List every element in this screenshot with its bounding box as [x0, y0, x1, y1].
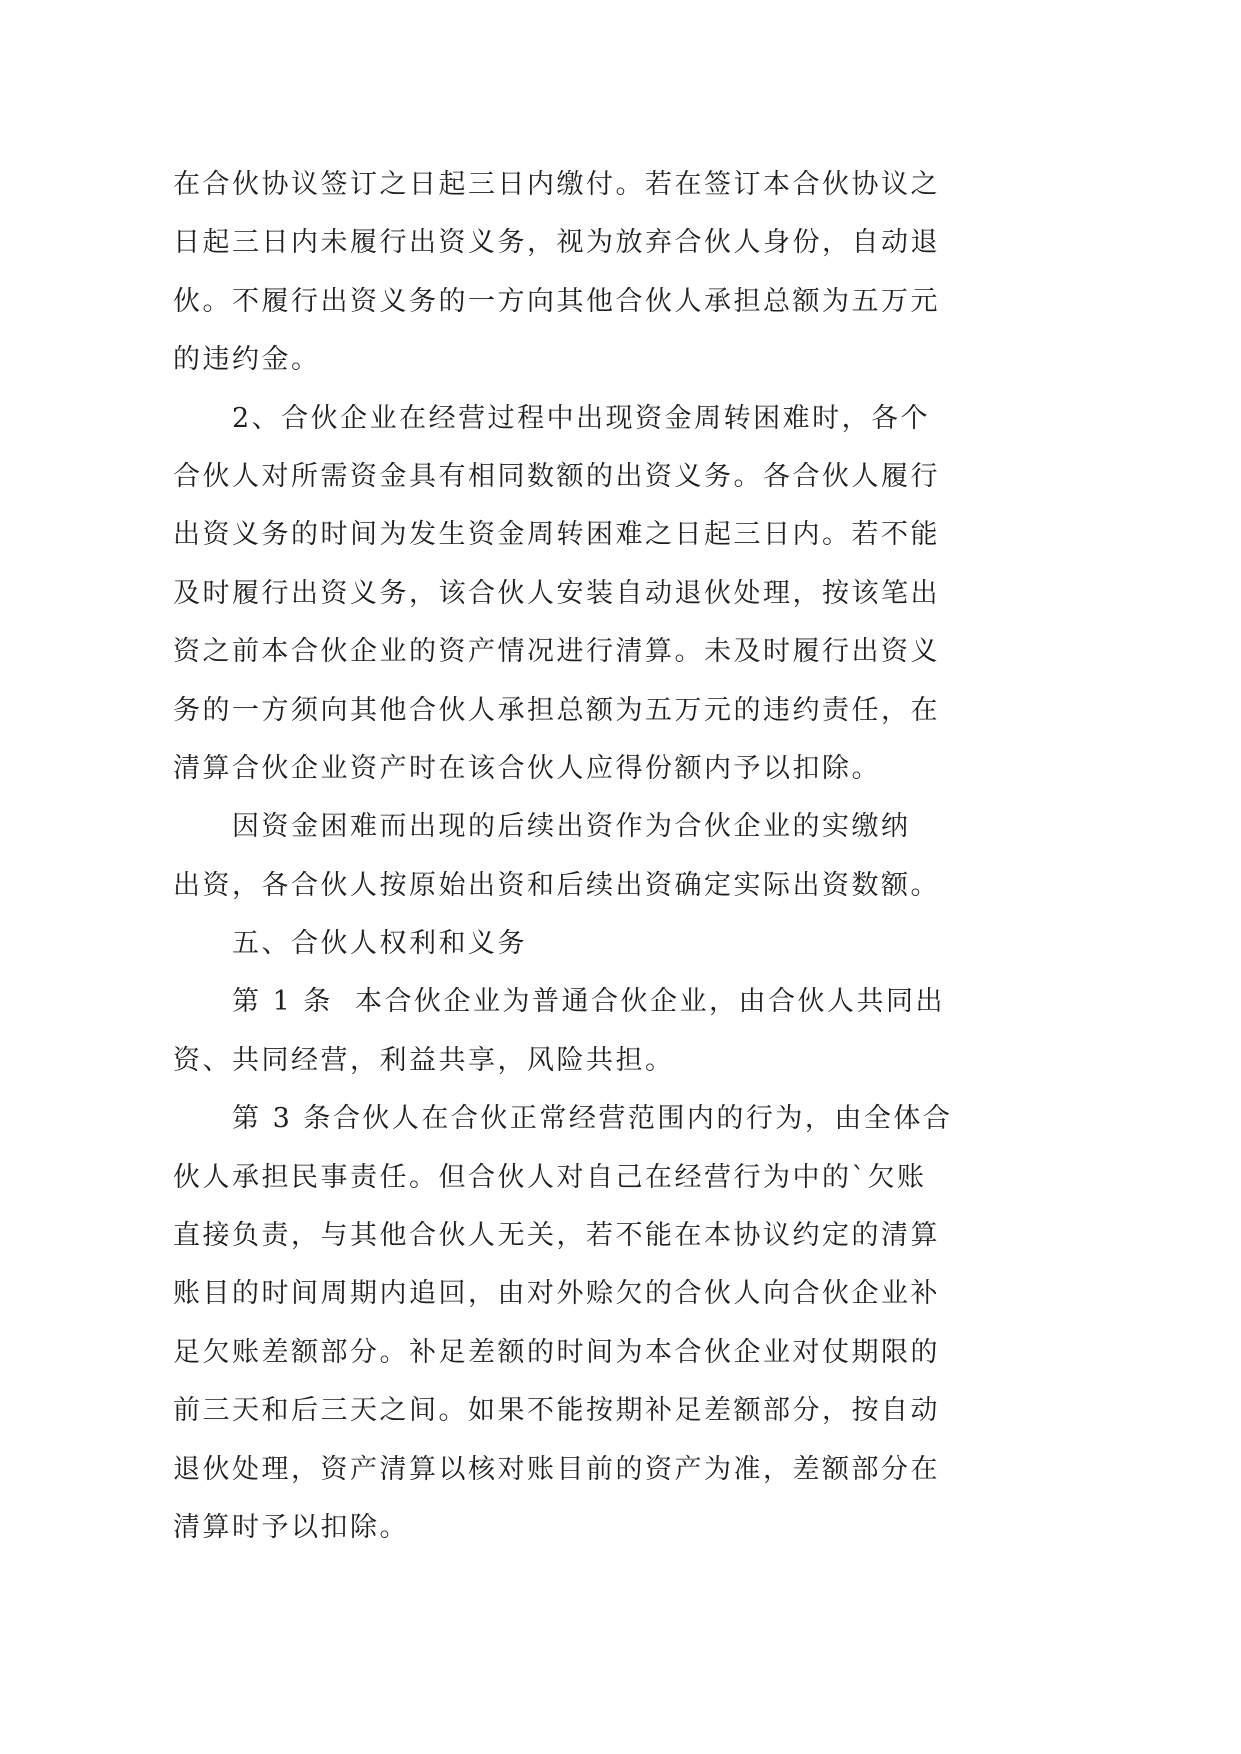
- text-line: 合伙人对所需资金具有相同数额的出资义务。各合伙人履行: [173, 460, 940, 492]
- document-body: [173, 156, 1173, 1557]
- text-line: 清算合伙企业资产时在该合伙人应得份额内予以扣除。: [173, 752, 881, 784]
- text-line: 的违约金。: [173, 344, 321, 376]
- article-first-line: 第 3 条合伙人在合伙正常经营范围内的行为，由全体合: [232, 1103, 953, 1135]
- text-line: 及时履行出资义务，该合伙人安装自动退伙处理，按该笔出: [173, 577, 940, 609]
- text-line: 伙人承担民事责任。但合伙人对自己在经营行为中的`欠账: [173, 1161, 927, 1193]
- text-line: 伙。不履行出资义务的一方向其他合伙人承担总额为五万元: [173, 285, 940, 317]
- text-line: 直接负责，与其他合伙人无关，若不能在本协议约定的清算: [173, 1220, 940, 1252]
- paragraph-first-line: 因资金困难而出现的后续出资作为合伙企业的实缴纳: [232, 811, 911, 843]
- text-line: 出资义务的时间为发生资金周转困难之日起三日内。若不能: [173, 519, 940, 551]
- paragraph-first-line: 2、合伙企业在经营过程中出现资金周转困难时，各个: [232, 402, 931, 434]
- text-line: 资之前本合伙企业的资产情况进行清算。未及时履行出资义: [173, 636, 940, 668]
- article-first-line: 第 1 条 本合伙企业为普通合伙企业，由合伙人共同出: [232, 986, 946, 1018]
- text-line: 出资，各合伙人按原始出资和后续出资确定实际出资数额。: [173, 869, 940, 901]
- text-line: 足欠账差额部分。补足差额的时间为本合伙企业对仗期限的: [173, 1336, 940, 1368]
- text-line: 前三天和后三天之间。如果不能按期补足差额部分，按自动: [173, 1395, 940, 1427]
- text-line: 清算时予以扣除。: [173, 1511, 409, 1543]
- section-heading: 五、合伙人权利和义务: [232, 928, 527, 960]
- text-line: 务的一方须向其他合伙人承担总额为五万元的违约责任，在: [173, 694, 940, 726]
- text-line: 日起三日内未履行出资义务，视为放弃合伙人身份，自动退: [173, 227, 940, 259]
- text-line: 退伙处理，资产清算以核对账目前的资产为准，差额部分在: [173, 1453, 940, 1485]
- text-line: 资、共同经营，利益共享，风险共担。: [173, 1044, 675, 1076]
- text-line: 在合伙协议签订之日起三日内缴付。若在签订本合伙协议之: [173, 169, 940, 200]
- text-line: 账目的时间周期内追回，由对外赊欠的合伙人向合伙企业补: [173, 1278, 940, 1310]
